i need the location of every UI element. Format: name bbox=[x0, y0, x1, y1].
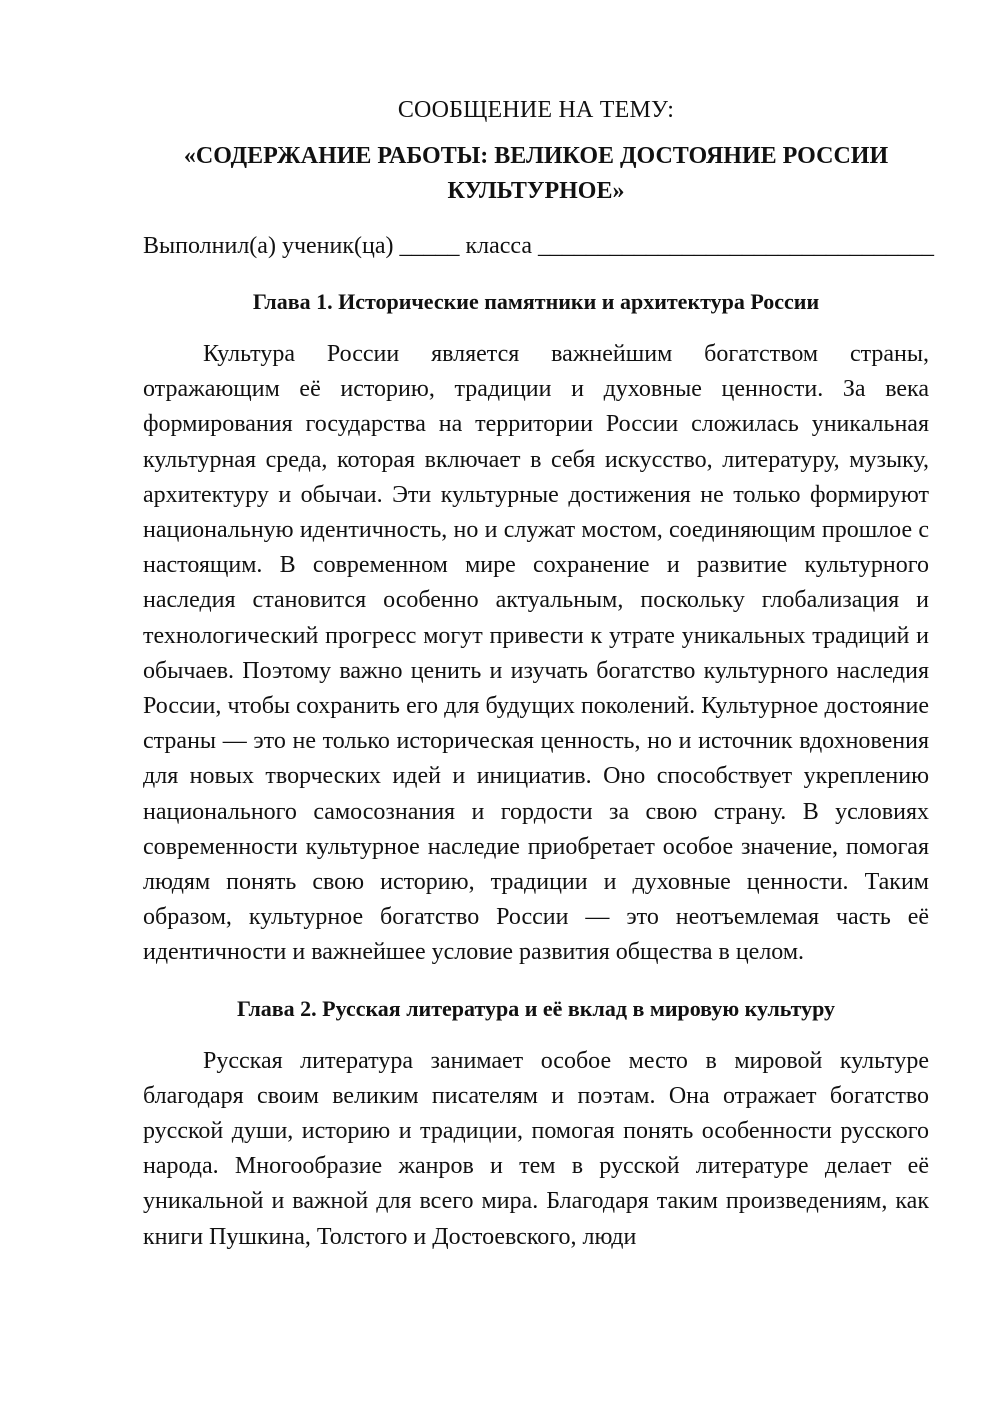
topic-label: СООБЩЕНИЕ НА ТЕМУ: bbox=[397, 97, 675, 123]
chapter-1-paragraph: Культура России является важнейшим богатством страны, отражающим её историю, традиции и духовные ценности. За века формирования государства на территории России сложилась уникальная культурная среда, которая включает в себя искусство, литературу, музыку, архитектуру и обычаи. Эти культурные достижения не только формируют национальную идентичность, но и служат мостом, соединяющим прошлое с настоящим. В современном мире сохранение и развитие культурного наследия становится особенно актуальным, поскольку глобализация и технологический прогресс могут привести к утрате уникальных традиций и обычаев. Поэтому важно ценить и изучать богатство культурного наследия России, чтобы сохранить его для будущих поколений. Культурное достояние страны — это не только историческая ценность, но и источник вдохновения для новых творческих идей и инициатив. Оно способствует укреплению национального самосознания и гордости за свою страну. В условиях современности культурное наследие приобретает особое значение, помогая людям понять свою историю, традиции и духовные ценности. Таким образом, культурное богатство России — это неотъемлемая часть её идентичности и важнейшее условие развития общества в целом. bbox=[143, 341, 929, 966]
document-page bbox=[143, 92, 935, 1255]
chapter-1-heading: Глава 1. Исторические памятники и архитектура России bbox=[252, 289, 820, 314]
chapter-2-paragraph: Русская литература занимает особое место в мировой культуре благодаря своим великим писателям и поэтам. Она отражает богатство русской души, историю и традиции, помогая понять особенности русского народа. Многообразие жанров и тем в русской литературе делает её уникальной и важной для всего мира. Благодаря таким произведениям, как книги Пушкина, Толстого и Достоевского, люди bbox=[143, 1047, 929, 1250]
document-title: «СОДЕРЖАНИЕ РАБОТЫ: ВЕЛИКОЕ ДОСТОЯНИЕ РОССИИ КУЛЬТУРНОЕ» bbox=[183, 143, 889, 204]
chapter-2-heading: Глава 2. Русская литература и её вклад в мировую культуру bbox=[236, 995, 836, 1021]
performer-line: Выполнил(а) ученик(ца) _____ класса _________________________________ bbox=[143, 233, 935, 259]
